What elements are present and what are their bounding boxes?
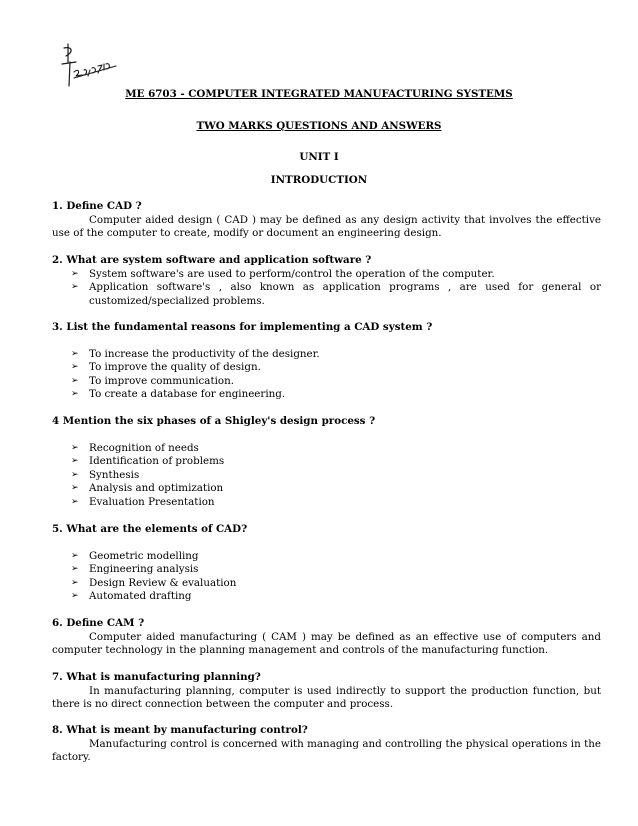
- answer-7: [52, 685, 601, 712]
- arrow-bullet-icon: ➢: [71, 577, 79, 588]
- question-6: 6. Define CAM ?: [52, 617, 145, 629]
- section-heading: INTRODUCTION: [270, 174, 368, 186]
- answer-7-text: In manufacturing planning, computer is used indirectly to support the production function, but there is no direct connection between the computer and process.: [52, 685, 601, 711]
- unit-heading: UNIT I: [299, 151, 339, 163]
- list-item: ➢ Evaluation Presentation: [71, 495, 215, 508]
- arrow-bullet-icon: ➢: [71, 282, 79, 293]
- arrow-bullet-icon: ➢: [71, 443, 79, 453]
- answer-1: [52, 214, 601, 241]
- arrow-bullet-icon: ➢: [71, 375, 79, 386]
- document-title: ME 6703 - COMPUTER INTEGRATED MANUFACTURING SYSTEMS: [125, 88, 513, 100]
- arrow-bullet-icon: ➢: [71, 469, 79, 480]
- list-item: ➢ Engineering analysis: [71, 563, 199, 576]
- answer-6-text: Computer aided manufacturing ( CAM ) may be defined as an effective use of computers and computer technology in the planning management and controls of the manufacturing function.: [52, 631, 601, 657]
- question-7: 7. What is manufacturing planning?: [52, 671, 261, 683]
- list-item: ➢ To improve communication.: [71, 374, 234, 387]
- list-item: ➢ System software's are used to perform/control the operation of the computer.: [71, 268, 495, 280]
- answer-2-list: [71, 268, 601, 308]
- arrow-bullet-icon: ➢: [71, 496, 79, 507]
- arrow-bullet-icon: ➢: [71, 591, 79, 602]
- list-item: ➢ To improve the quality of design.: [71, 361, 261, 374]
- arrow-bullet-icon: ➢: [71, 564, 79, 575]
- list-item: ➢ Design Review & evaluation: [71, 576, 237, 589]
- arrow-bullet-icon: ➢: [71, 456, 79, 467]
- arrow-bullet-icon: ➢: [71, 551, 79, 561]
- answer-6: [52, 631, 601, 658]
- answer-8-text: Manufacturing control is concerned with managing and controlling the physical operations in the factory.: [52, 738, 601, 764]
- arrow-bullet-icon: ➢: [71, 269, 79, 279]
- question-8: 8. What is meant by manufacturing control?: [52, 724, 308, 736]
- answer-4-list: [71, 442, 601, 509]
- list-item: ➢ Automated drafting: [71, 590, 192, 603]
- answer-8: [52, 738, 601, 765]
- list-item: ➢ Synthesis: [71, 468, 140, 481]
- arrow-bullet-icon: ➢: [71, 362, 79, 373]
- list-item: ➢ Geometric modelling: [71, 550, 199, 562]
- list-item: ➢ To increase the productivity of the designer.: [71, 348, 320, 360]
- list-item: ➢ Analysis and optimization: [71, 482, 224, 495]
- arrow-bullet-icon: ➢: [71, 389, 79, 400]
- list-item: ➢ To create a database for engineering.: [71, 388, 286, 401]
- list-item-continuation: customized/specialized problems.: [89, 294, 265, 307]
- arrow-bullet-icon: ➢: [71, 483, 79, 494]
- list-item: ➢ Identification of problems: [71, 455, 225, 468]
- list-item: ➢ Application software's , also known as application programs , are used for general or: [71, 281, 601, 294]
- question-2: 2. What are system software and application software ?: [52, 254, 372, 266]
- question-3: 3. List the fundamental reasons for implementing a CAD system ?: [52, 321, 433, 333]
- answer-1-text: Computer aided design ( CAD ) may be defined as any design activity that involves the effective use of the computer to create, modify or document an engineering design.: [52, 214, 601, 240]
- arrow-bullet-icon: ➢: [71, 349, 79, 359]
- document-subtitle: TWO MARKS QUESTIONS AND ANSWERS: [196, 120, 442, 132]
- handwritten-signature-mark: [54, 40, 124, 90]
- answer-3-list: [71, 348, 601, 402]
- list-item: ➢ Recognition of needs: [71, 442, 199, 454]
- question-4: 4 Mention the six phases of a Shigley's design process ?: [52, 415, 376, 427]
- answer-5-list: [71, 550, 601, 604]
- question-1: 1. Define CAD ?: [52, 200, 142, 212]
- question-5: 5. What are the elements of CAD?: [52, 523, 248, 535]
